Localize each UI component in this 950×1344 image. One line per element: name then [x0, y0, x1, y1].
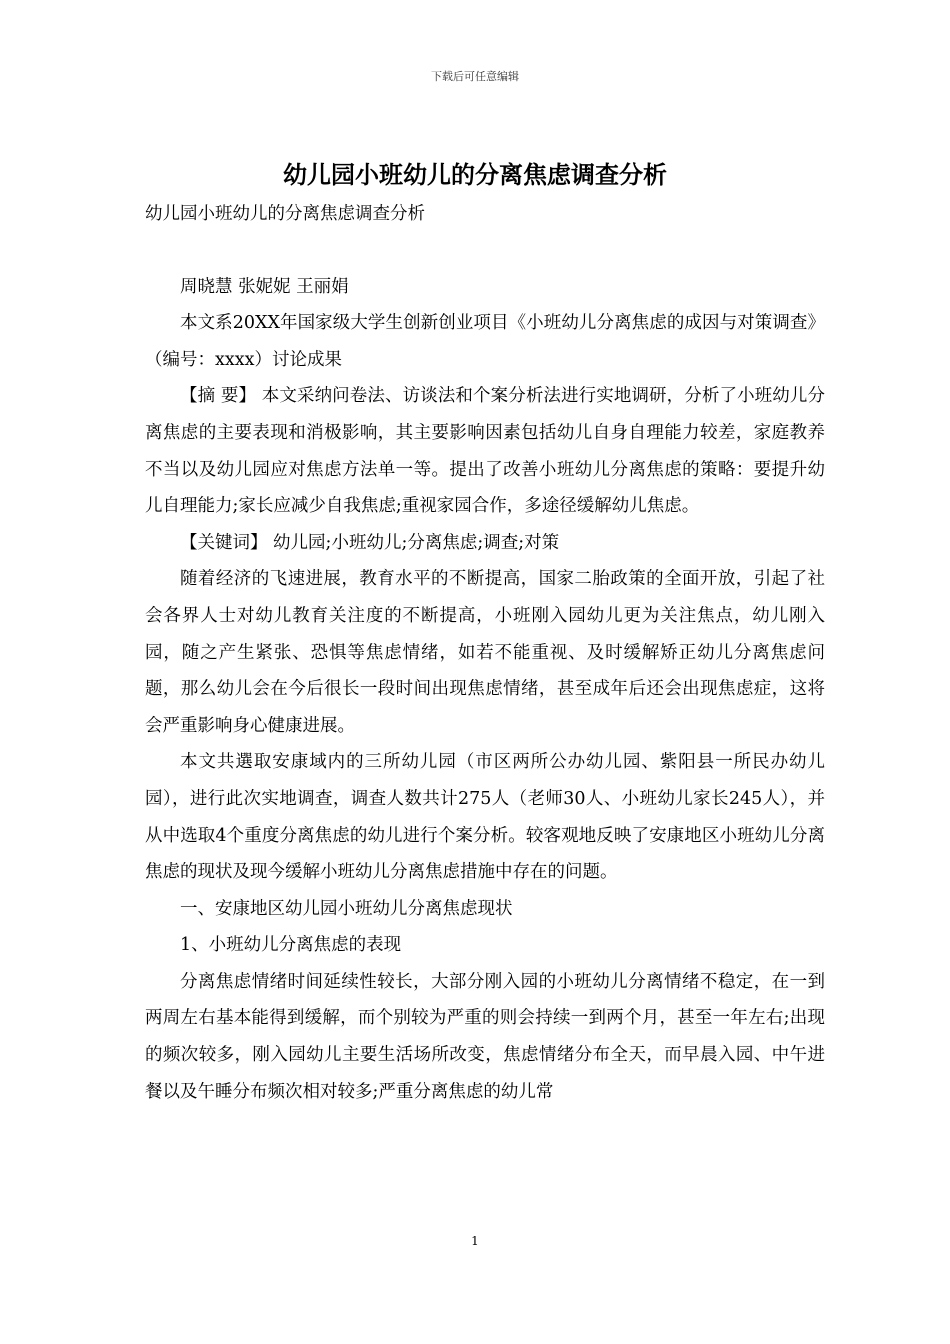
authors: 周晓慧 张妮妮 王丽娟	[180, 276, 349, 297]
subtitle: 幼儿园小班幼儿的分离焦虑调查分析	[145, 204, 425, 224]
subsection-heading: 1、小班幼儿分离焦虑的表现	[180, 935, 402, 956]
spacer	[145, 233, 825, 269]
page-number: 1	[471, 1234, 479, 1248]
abstract: 【摘 要】 本文采纳问卷法、访谈法和个案分析法进行实地调研，分析了小班幼儿分离焦虑的主要表现和消极影响，其主要影响因素包括幼儿自身自理能力较差，家庭教养不当以及幼儿园应对焦虑方法单一等。提出了改善小班幼儿分离焦虑的策略：要提升幼儿自理能力;家长应减少自我焦虑;重视家园合作，多途径缓解幼儿焦虑。	[145, 386, 825, 517]
project-note: 本文系20XX年国家级大学生创新创业项目《小班幼儿分离焦虑的成因与对策调查》（编号：xxxx）讨论成果	[145, 313, 825, 370]
paragraph-method: 本文共選取安康域内的三所幼儿园（市区两所公办幼儿园、紫阳县一所民办幼儿园），进行此次实地调查，调查人数共计275人（老师30人、小班幼儿家长245人），并从中选取4个重度分离焦虑的幼儿进行个案分析。较客观地反映了安康地区小班幼儿分离焦虑的现状及现今缓解小班幼儿分离焦虑措施中存在的问题。	[145, 752, 825, 883]
keywords: 【关键词】 幼儿园;小班幼儿;分离焦虑;调查;对策	[180, 532, 560, 553]
header-note: 下载后可任意编辑	[431, 70, 519, 83]
paragraph-symptoms: 分离焦虑情绪时间延续性较长，大部分刚入园的小班幼儿分离情绪不稳定，在一到两周左右基本能得到缓解，而个别较为严重的则会持续一到两个月，甚至一年左右;出现的频次较多，刚入园幼儿主要生活场所改变，焦虑情绪分布全天，而早晨入园、中午进餐以及午睡分布频次相对较多;严重分离焦虑的幼儿常	[145, 971, 825, 1102]
paragraph-intro: 随着经济的飞速进展，教育水平的不断提高，国家二胎政策的全面开放，引起了社会各界人士对幼儿教育关注度的不断提高，小班刚入园幼儿更为关注焦点，幼儿刚入园，随之产生紧张、恐惧等焦虑情绪，如若不能重视、及时缓解矫正幼儿分离焦虑问题，那么幼儿会在今后很长一段时间出现焦虑情绪，甚至成年后还会出现焦虑症，这将会严重影响身心健康进展。	[145, 569, 825, 736]
section-heading: 一、安康地区幼儿园小班幼儿分离焦虑现状	[180, 898, 513, 919]
document-body	[145, 196, 825, 1110]
document-title: 幼儿园小班幼儿的分离焦虑调查分析	[283, 160, 667, 189]
